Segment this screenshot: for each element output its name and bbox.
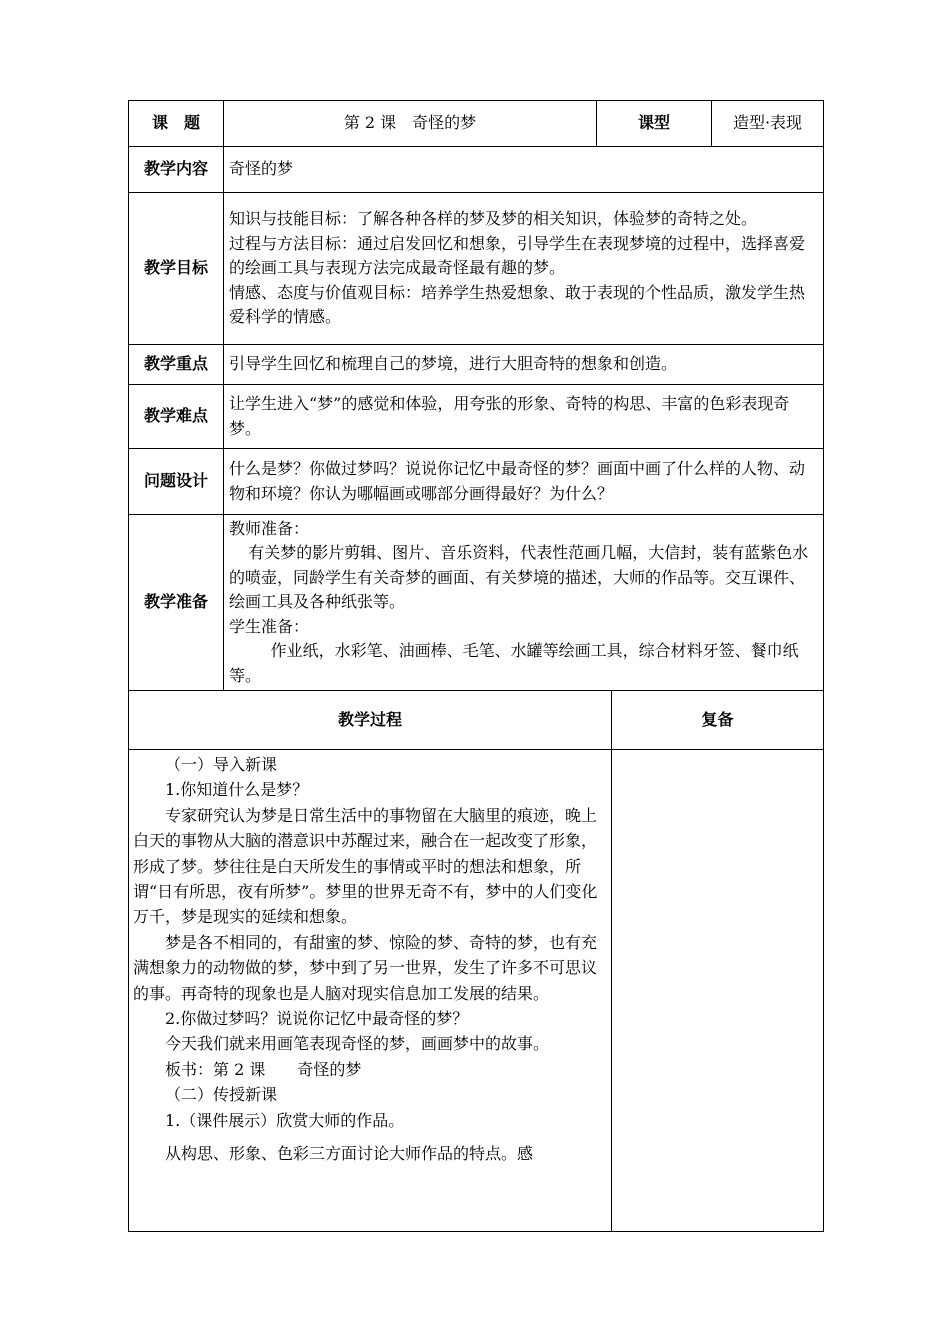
student-prep-title: 学生准备： bbox=[229, 616, 310, 636]
goal-emotion: 情感、态度与价值观目标：培养学生热爱想象、敢于表现的个性品质，激发学生热爱科学的情感。 bbox=[229, 282, 806, 327]
review-header: 复备 bbox=[612, 691, 824, 750]
process-body bbox=[129, 750, 612, 1232]
prep-value bbox=[224, 515, 824, 691]
questions-label: 问题设计 bbox=[129, 449, 224, 515]
process-paragraph: 今天我们就来用画笔表现奇怪的梦，画画梦中的故事。 bbox=[165, 1034, 550, 1054]
goals-value bbox=[224, 193, 824, 345]
process-header-row bbox=[129, 691, 824, 750]
content-row bbox=[129, 147, 824, 193]
review-body bbox=[612, 750, 824, 1232]
lesson-plan bbox=[128, 100, 823, 1232]
process-blackboard: 板书：第 2 课 奇怪的梦 bbox=[165, 1059, 362, 1079]
goal-knowledge: 知识与技能目标：了解各种各样的梦及梦的相关知识，体验梦的奇特之处。 bbox=[229, 209, 758, 229]
goal-process: 过程与方法目标：通过启发回忆和想象，引导学生在表现梦境的过程中，选择喜爱的绘画工具与表现方法完成最奇怪最有趣的梦。 bbox=[229, 233, 806, 278]
content-label: 教学内容 bbox=[129, 147, 224, 193]
process-paragraph: 专家研究认为梦是日常生活中的事物留在大脑里的痕迹，晚上白天的事物从大脑的潜意识中苏醒过来，融合在一起改变了形象，形成了梦。梦往往是白天所发生的事情或平时的想法和想象，所谓“日有所思，夜有所梦”。梦里的世界无奇不有，梦中的人们变化万千，梦是现实的延续和想象。 bbox=[133, 805, 598, 927]
teacher-prep-title: 教师准备： bbox=[229, 518, 310, 538]
difficulty-label: 教学难点 bbox=[129, 385, 224, 449]
difficulty-row bbox=[129, 385, 824, 449]
content-value: 奇怪的梦 bbox=[224, 147, 824, 193]
type-label: 课型 bbox=[597, 101, 712, 147]
key-label: 教学重点 bbox=[129, 345, 224, 385]
lesson-table bbox=[128, 100, 824, 1232]
process-question-1: 1.你知道什么是梦？ bbox=[165, 780, 309, 800]
key-row bbox=[129, 345, 824, 385]
process-body-row bbox=[129, 750, 824, 1232]
questions-value: 什么是梦？你做过梦吗？说说你记忆中最奇怪的梦？画面中画了什么样的人物、动物和环境？你认为哪幅画或哪部分画得最好？为什么？ bbox=[224, 449, 824, 515]
process-paragraph: 梦是各不相同的，有甜蜜的梦、惊险的梦、奇特的梦，也有充满想象力的动物做的梦，梦中到了另一世界，发生了许多不可思议的事。再奇特的现象也是人脑对现实信息加工发展的结果。 bbox=[133, 932, 598, 1003]
process-header: 教学过程 bbox=[129, 691, 612, 750]
key-value: 引导学生回忆和梳理自己的梦境，进行大胆奇特的想象和创造。 bbox=[224, 345, 824, 385]
topic-value: 第 2 课 奇怪的梦 bbox=[224, 101, 597, 147]
topic-label: 课 题 bbox=[129, 101, 224, 147]
questions-row bbox=[129, 449, 824, 515]
goals-label: 教学目标 bbox=[129, 193, 224, 345]
topic-row bbox=[129, 101, 824, 147]
teacher-prep-text: 有关梦的影片剪辑、图片、音乐资料，代表性范画几幅，大信封，装有蓝紫色水的喷壶，同龄学生有关奇梦的画面、有关梦境的描述，大师的作品等。交互课件、绘画工具及各种纸张等。 bbox=[229, 543, 809, 612]
goals-row bbox=[129, 193, 824, 345]
process-step-1: 1.（课件展示）欣赏大师的作品。 bbox=[165, 1110, 405, 1130]
process-question-2: 2.你做过梦吗？说说你记忆中最奇怪的梦？ bbox=[165, 1009, 469, 1029]
process-paragraph: 从构思、形象、色彩三方面讨论大师作品的特点。感 bbox=[165, 1144, 534, 1164]
process-section-1: （一）导入新课 bbox=[165, 755, 278, 774]
difficulty-value: 让学生进入“梦”的感觉和体验，用夸张的形象、奇特的构思、丰富的色彩表现奇梦。 bbox=[224, 385, 824, 449]
prep-row bbox=[129, 515, 824, 691]
process-section-2: （二）传授新课 bbox=[165, 1085, 278, 1105]
student-prep-text: 作业纸，水彩笔、油画棒、毛笔、水罐等绘画工具，综合材料牙签、餐巾纸等。 bbox=[229, 641, 799, 685]
type-value: 造型·表现 bbox=[712, 101, 824, 147]
prep-label: 教学准备 bbox=[129, 515, 224, 691]
